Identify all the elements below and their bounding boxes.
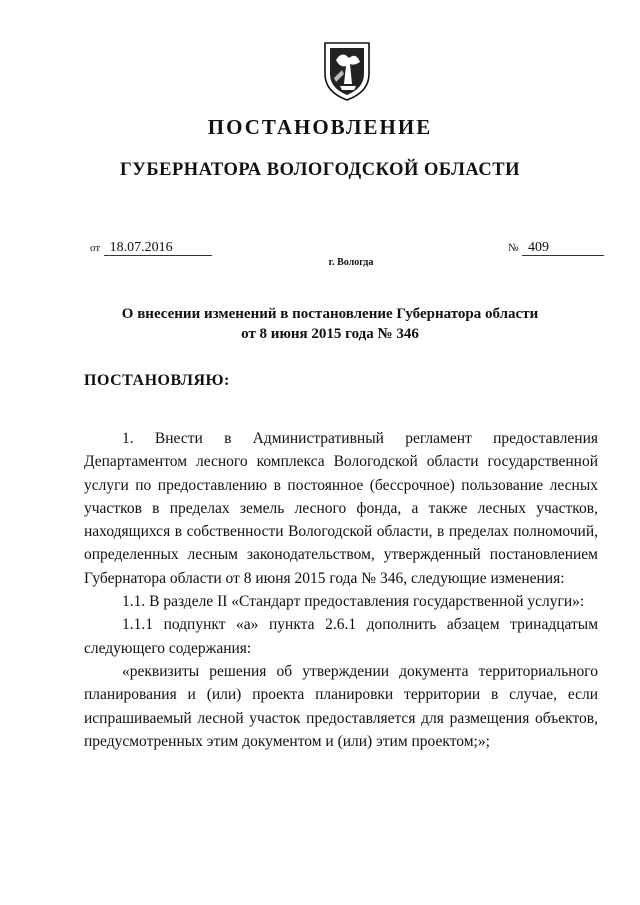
coat-of-arms-emblem xyxy=(322,40,372,102)
city-label: г. Вологда xyxy=(328,257,374,268)
number-value: 409 xyxy=(522,240,604,256)
date-prefix: от xyxy=(90,242,101,254)
decree-word: ПОСТАНОВЛЯЮ: xyxy=(84,372,230,389)
paragraph: «реквизиты решения об утверждении документа территориального планирования и (или) проекта планировки территории в случае, если испрашиваемый лесной участок предоставляется для размещения объектов, предусмотренных этим документом и (или) этим проектом;»; xyxy=(84,662,598,750)
document-body xyxy=(84,427,598,753)
decree-number xyxy=(508,240,604,256)
paragraph: 1. Внести в Административный регламент предоставления Департаментом лесного комплекса Вологодской области государственной услуги по предоставлению в постоянное (бессрочное) пользование лесных участков в пределах земель лесного фонда, а также лесных участков, находящихся в собственности Вологодской области, в пределах полномочий, определенных лесным законодательством, утвержденный постановлением Губернатора области от 8 июня 2015 года № 346, следующие изменения: xyxy=(84,430,598,587)
subject-line-1: О внесении изменений в постановление Губернатора области xyxy=(121,306,539,322)
subject-line-2: от 8 июня 2015 года № 346 xyxy=(241,326,419,342)
date-value: 18.07.2016 xyxy=(104,240,212,256)
paragraph: 1.1. В разделе II «Стандарт предоставления государственной услуги»: xyxy=(122,593,585,611)
number-prefix: № xyxy=(508,242,519,254)
document-title: ПОСТАНОВЛЕНИЕ xyxy=(207,115,433,139)
decree-subject xyxy=(80,304,580,344)
decree-date xyxy=(90,240,212,256)
document-subtitle: ГУБЕРНАТОРА ВОЛОГОДСКОЙ ОБЛАСТИ xyxy=(120,160,520,180)
paragraph: 1.1.1 подпункт «а» пункта 2.6.1 дополнить абзацем тринадцатым следующего содержания: xyxy=(84,616,598,657)
